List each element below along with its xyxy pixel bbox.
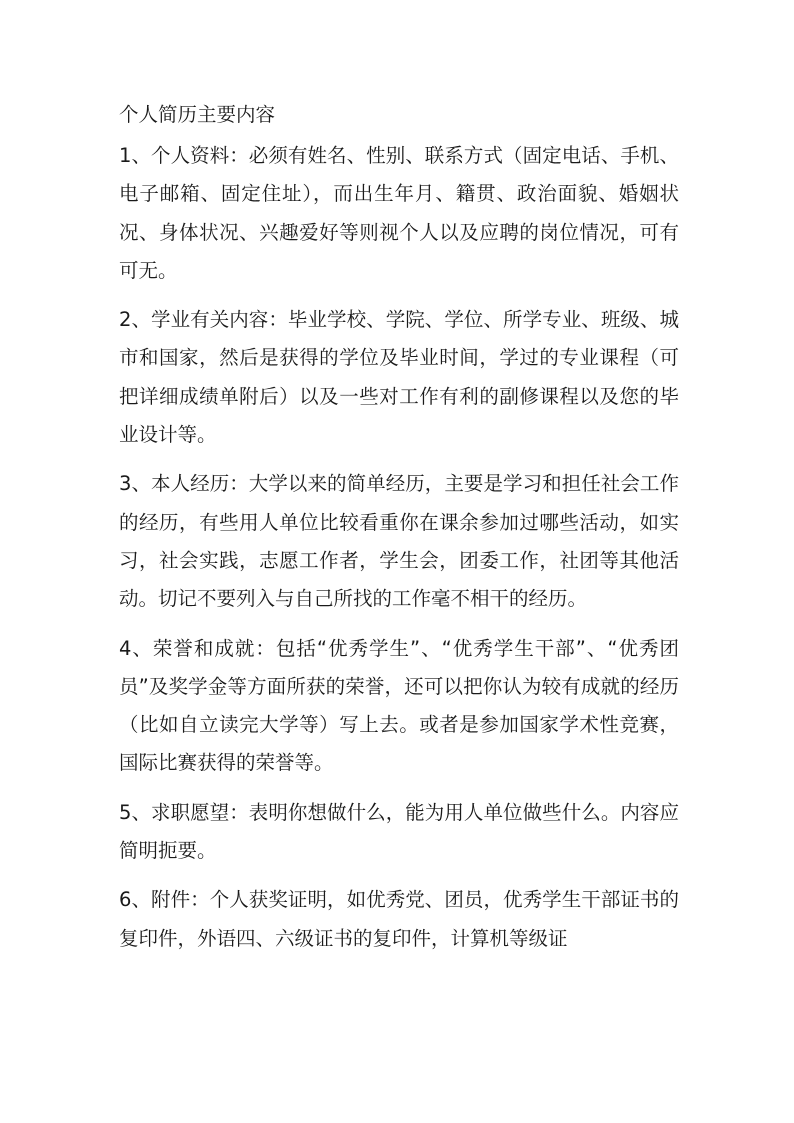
document-title: 个人简历主要内容 — [119, 103, 276, 126]
section-job-objective: 5、求职愿望：表明你想做什么，能为用人单位做些什么。内容应简明扼要。 — [119, 800, 679, 863]
section-experience: 3、本人经历：大学以来的简单经历，主要是学习和担任社会工作的经历，有些用人单位比较看重你在课余参加过哪些活动，如实习，社会实践，志愿工作者，学生会，团委工作，社团等其他活动。切记不要列入与自己所找的工作毫不相干的经历。 — [119, 472, 679, 611]
section-honors: 4、荣誉和成就：包括“优秀学生”、“优秀学生干部”、“优秀团员”及奖学金等方面所获的荣誉，还可以把你认为较有成就的经历（比如自立读完大学等）写上去。或者是参加国家学术性竞赛，国际比赛获得的荣誉等。 — [119, 636, 679, 775]
section-personal-info: 1、个人资料：必须有姓名、性别、联系方式（固定电话、手机、电子邮箱、固定住址），而出生年月、籍贯、政治面貌、婚姻状况、身体状况、兴趣爱好等则视个人以及应聘的岗位情况，可有可无。 — [119, 144, 679, 282]
section-attachments: 6、附件：个人获奖证明，如优秀党、团员，优秀学生干部证书的复印件，外语四、六级证书的复印件，计算机等级证 — [119, 888, 679, 950]
section-education: 2、学业有关内容：毕业学校、学院、学位、所学专业、班级、城市和国家，然后是获得的学位及毕业时间，学过的专业课程（可把详细成绩单附后）以及一些对工作有利的副修课程以及您的毕业设计等。 — [119, 308, 679, 447]
document-body — [119, 96, 679, 958]
